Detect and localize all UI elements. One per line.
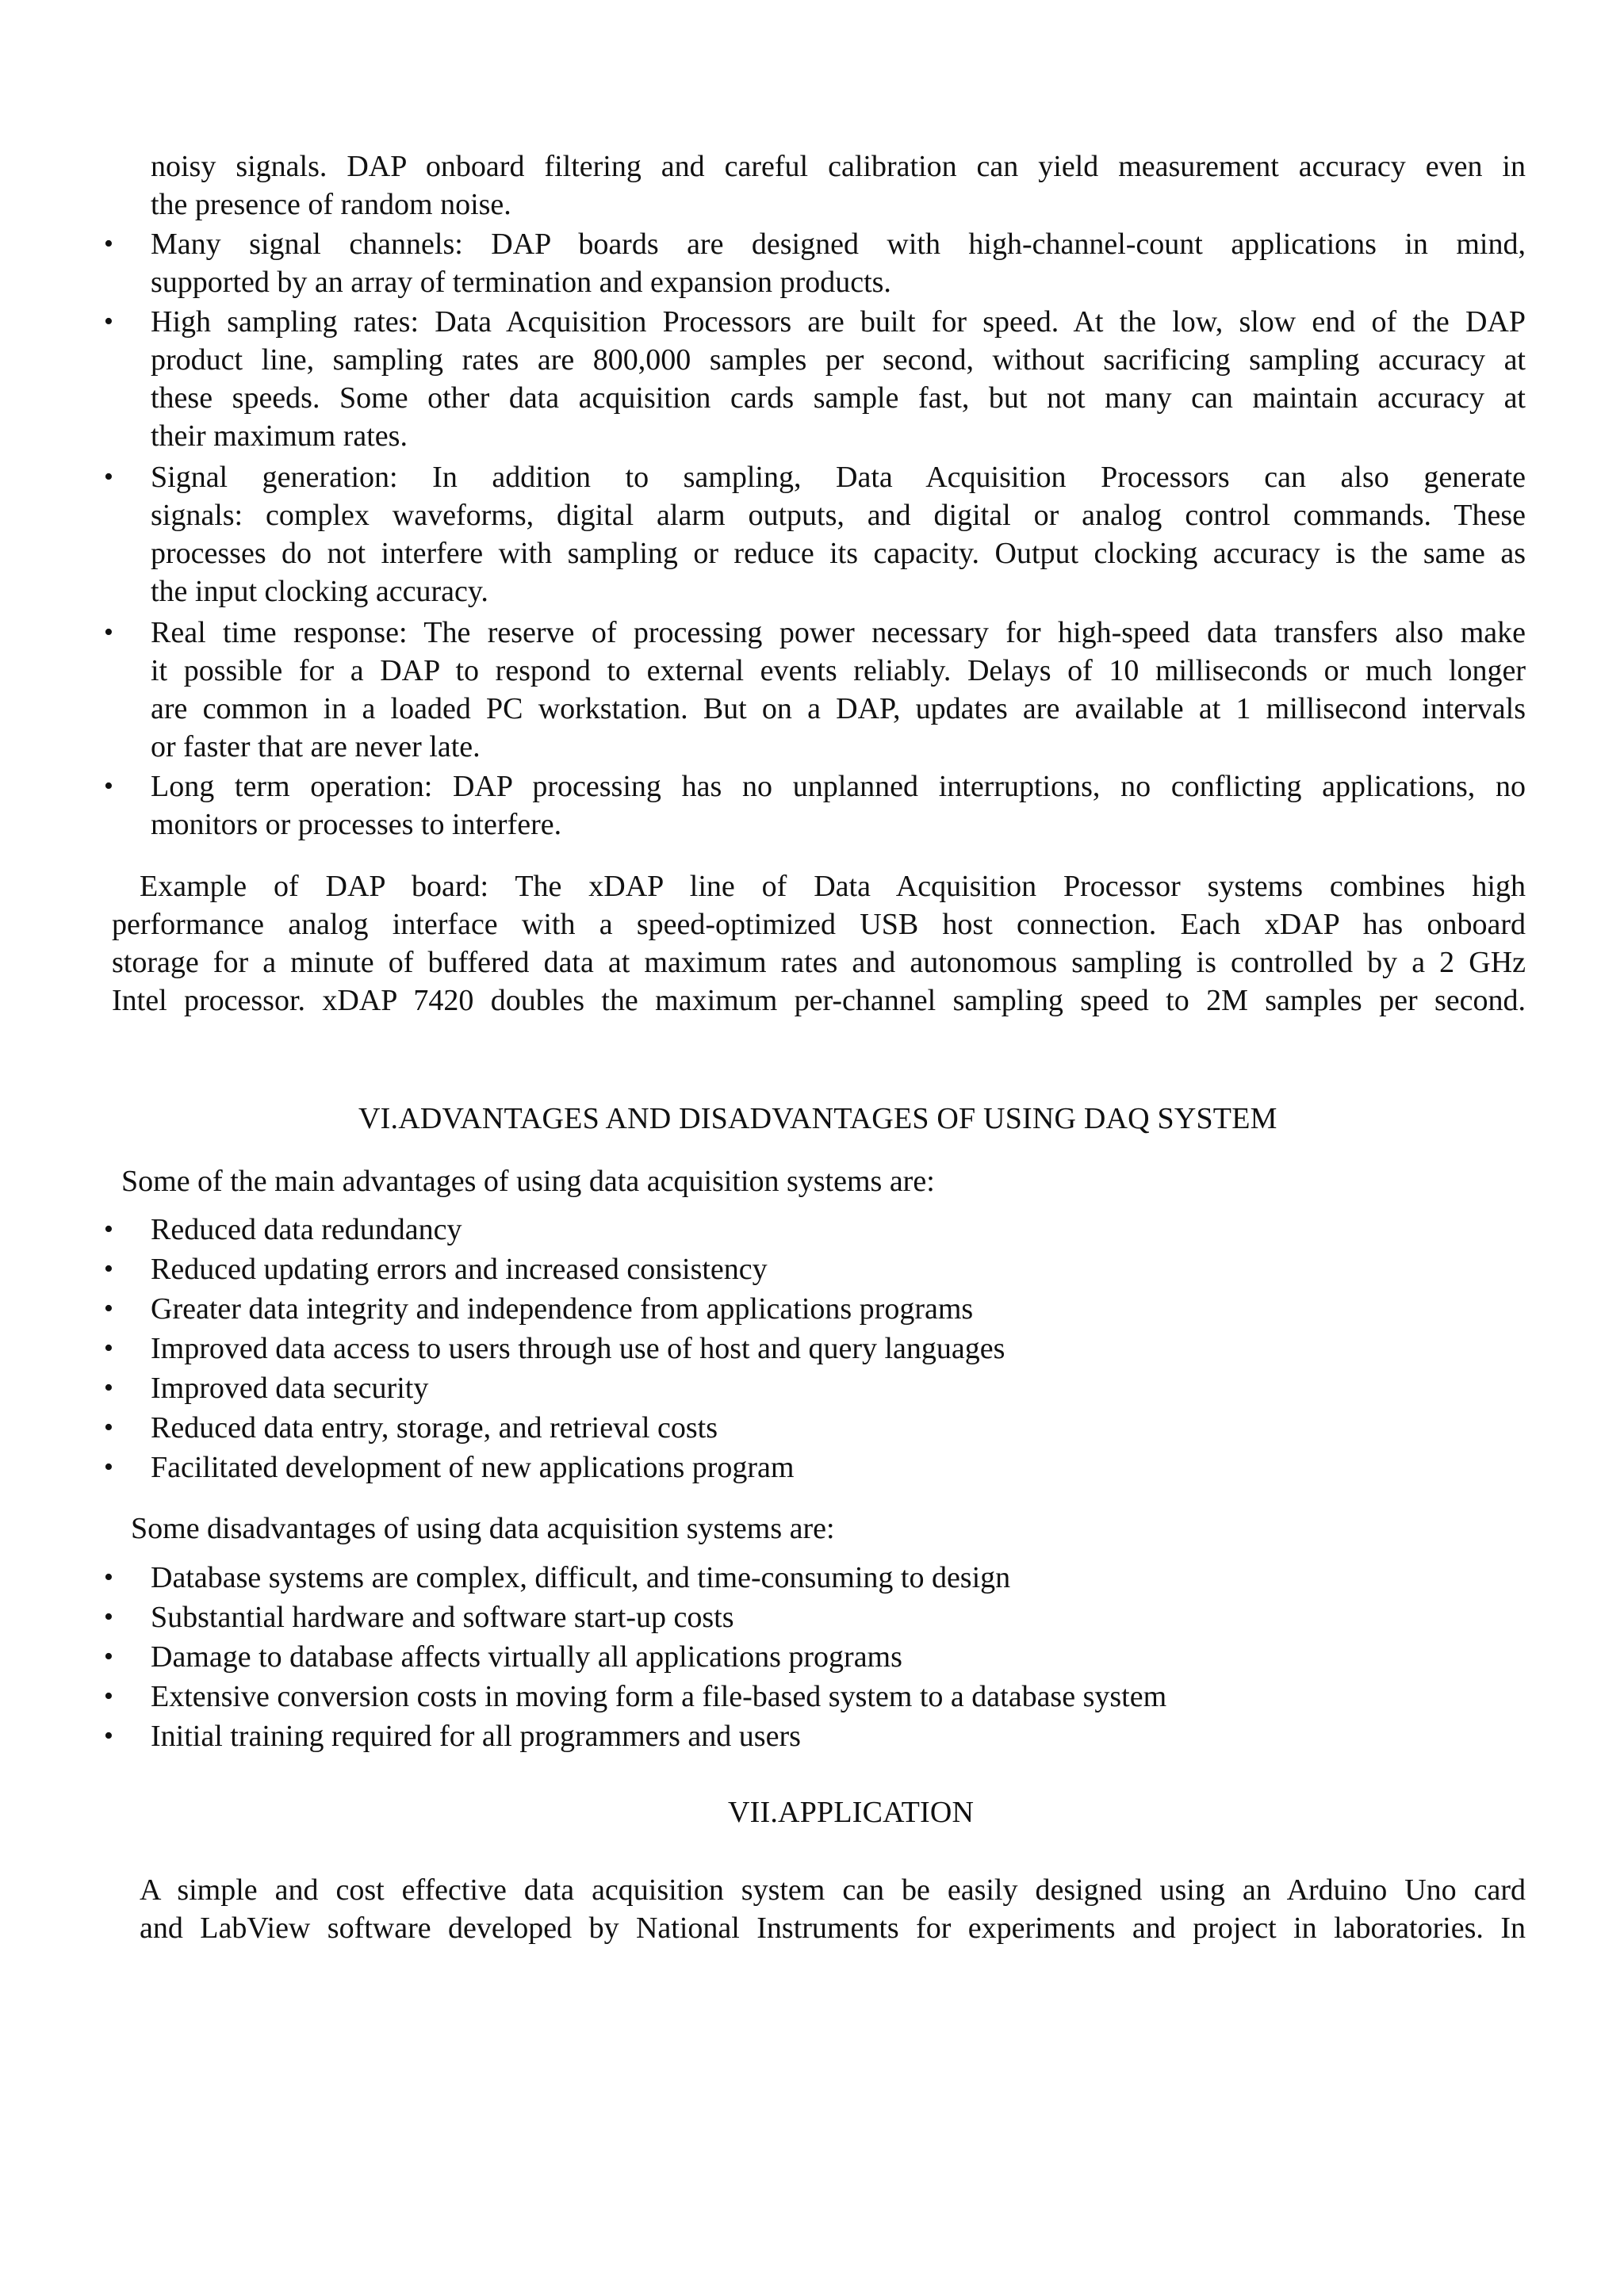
bullet-icon: • — [104, 1413, 113, 1442]
text-line: the presence of random noise. — [151, 188, 511, 221]
text-line: monitors or processes to interfere. — [151, 808, 562, 841]
text-line: product line, sampling rates are 800,000 samples per second, without sacrificing sampling accuracy at — [151, 343, 1526, 377]
bullet-icon: • — [104, 229, 113, 258]
text-line: storage for a minute of buffered data at maximum rates and autonomous sampling is controlled by a 2 GHz — [112, 946, 1526, 979]
text-line: Example of DAP board: The xDAP line of Data Acquisition Processor systems combines high — [140, 870, 1526, 903]
text-line: Intel processor. xDAP 7420 doubles the maximum per-channel sampling speed to 2M samples per second. — [112, 984, 1526, 1017]
bullet-icon: • — [104, 462, 113, 492]
section-heading-vi: VI.ADVANTAGES AND DISADVANTAGES OF USING DAQ SYSTEM — [358, 1102, 1277, 1135]
bullet-icon: • — [104, 1563, 113, 1592]
section-heading-vii: VII.APPLICATION — [728, 1796, 975, 1829]
bullet-icon: • — [104, 618, 113, 647]
text-line: A simple and cost effective data acquisition system can be easily designed using an Arduino Uno card — [140, 1873, 1526, 1907]
bullet-icon: • — [104, 1215, 113, 1244]
list-item: Improved data access to users through use of host and query languages — [151, 1332, 1005, 1365]
bullet-icon: • — [104, 1682, 113, 1711]
bullet-icon: • — [104, 1373, 113, 1402]
list-item: Improved data security — [151, 1372, 429, 1405]
list-item: Damage to database affects virtually all applications programs — [151, 1640, 902, 1674]
bullet-icon: • — [104, 1602, 113, 1632]
text-line: High sampling rates: Data Acquisition Processors are built for speed. At the low, slow end of the DAP — [151, 305, 1526, 339]
text-line: or faster that are never late. — [151, 730, 481, 763]
bullet-icon: • — [104, 1294, 113, 1323]
list-item: Initial training required for all programmers and users — [151, 1720, 801, 1753]
list-item: Extensive conversion costs in moving form a file-based system to a database system — [151, 1680, 1167, 1713]
bullet-icon: • — [104, 1642, 113, 1671]
text-line: Real time response: The reserve of processing power necessary for high-speed data transfers also make — [151, 616, 1526, 649]
bullet-icon: • — [104, 1334, 113, 1363]
text-line: these speeds. Some other data acquisition cards sample fast, but not many can maintain accuracy at — [151, 381, 1526, 415]
list-item: Reduced updating errors and increased consistency — [151, 1253, 768, 1286]
text-line: processes do not interfere with sampling or reduce its capacity. Output clocking accuracy is the same as — [151, 537, 1526, 570]
text-line: their maximum rates. — [151, 419, 408, 453]
text-line: the input clocking accuracy. — [151, 575, 488, 608]
advantages-intro: Some of the main advantages of using data acquisition systems are: — [121, 1165, 935, 1198]
list-item: Reduced data redundancy — [151, 1213, 462, 1246]
text-line: it possible for a DAP to respond to external events reliably. Delays of 10 milliseconds or much longer — [151, 654, 1526, 687]
text-line: Many signal channels: DAP boards are designed with high-channel-count applications in mind, — [151, 228, 1526, 261]
text-line: are common in a loaded PC workstation. But on a DAP, updates are available at 1 millisecond intervals — [151, 692, 1526, 725]
bullet-icon: • — [104, 1254, 113, 1284]
list-item: Reduced data entry, storage, and retrieval costs — [151, 1411, 718, 1445]
text-line: performance analog interface with a speed-optimized USB host connection. Each xDAP has onboard — [112, 908, 1526, 941]
text-line: supported by an array of termination and expansion products. — [151, 266, 891, 299]
list-item: Database systems are complex, difficult, and time-consuming to design — [151, 1561, 1011, 1594]
list-item: Facilitated development of new applications program — [151, 1451, 795, 1484]
text-line: signals: complex waveforms, digital alarm outputs, and digital or analog control commands. These — [151, 499, 1526, 532]
bullet-icon: • — [104, 1452, 113, 1482]
list-item: Greater data integrity and independence from applications programs — [151, 1292, 974, 1326]
text-line: noisy signals. DAP onboard filtering and careful calibration can yield measurement accuracy even in — [151, 150, 1526, 183]
text-line: Signal generation: In addition to sampling, Data Acquisition Processors can also generate — [151, 461, 1526, 494]
list-item: Substantial hardware and software start-up costs — [151, 1601, 734, 1634]
bullet-icon: • — [104, 771, 113, 801]
bullet-icon: • — [104, 1721, 113, 1751]
text-line: and LabView software developed by National Instruments for experiments and project in laboratories. In — [140, 1911, 1526, 1945]
bullet-icon: • — [104, 307, 113, 336]
text-line: Long term operation: DAP processing has no unplanned interruptions, no conflicting applications, no — [151, 770, 1526, 803]
disadvantages-intro: Some disadvantages of using data acquisition systems are: — [131, 1512, 835, 1545]
